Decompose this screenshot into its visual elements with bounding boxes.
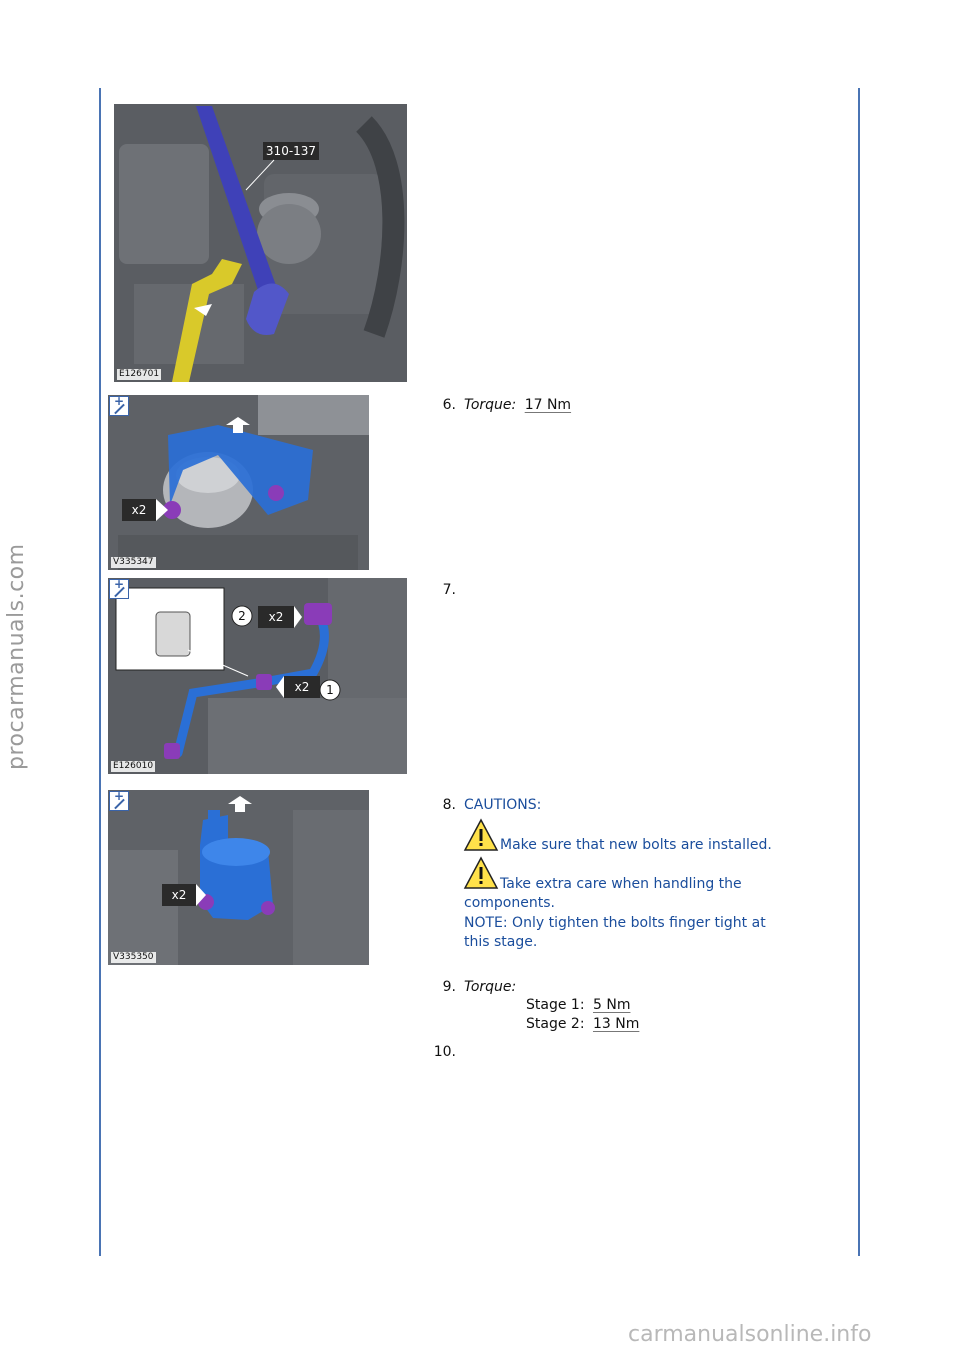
stage-2-label: Stage 2:	[526, 1016, 585, 1032]
note-line-1: NOTE: Only tighten the bolts finger tight at	[464, 915, 766, 931]
zoom-icon[interactable]	[109, 791, 129, 811]
engine-illustration-pump	[108, 790, 369, 965]
quantity-callout-label: x2	[131, 503, 147, 517]
stage-1-label: Stage 1:	[526, 997, 585, 1013]
right-margin-rule	[858, 88, 860, 1256]
note-line-2: this stage.	[464, 934, 538, 950]
caution-2-line-1: Take extra care when handling the	[500, 876, 742, 892]
stage-2-value[interactable]: 13 Nm	[592, 1016, 640, 1032]
figure-e126010[interactable]	[108, 578, 407, 774]
quantity-callout-label-b: x2	[294, 680, 310, 694]
step-6-number: 6.	[442, 397, 456, 413]
step-10-number: 10.	[433, 1044, 456, 1060]
left-margin-rule	[99, 88, 101, 1256]
step-7-number: 7.	[442, 582, 456, 598]
warning-icon	[463, 818, 499, 852]
figure-v335350[interactable]	[108, 790, 369, 965]
zoom-icon[interactable]	[109, 396, 129, 416]
figure-code: E126010	[113, 761, 154, 771]
engine-illustration-wrench	[114, 104, 407, 382]
cautions-label: CAUTIONS:	[464, 797, 542, 813]
torque-value[interactable]: 17 Nm	[524, 397, 572, 413]
torque-label: Torque:	[464, 979, 517, 995]
sequence-number-2: 2	[238, 609, 246, 623]
side-watermark: procarmanuals.com	[4, 543, 29, 770]
step-9-number: 9.	[442, 979, 456, 995]
caution-1-text: Make sure that new bolts are installed.	[500, 837, 772, 853]
tool-callout-label: 310-137	[265, 144, 317, 158]
quantity-callout-label-a: x2	[268, 610, 284, 624]
warning-icon	[463, 856, 499, 890]
step-8-number: 8.	[442, 797, 456, 813]
engine-illustration-bracket	[108, 395, 369, 570]
quantity-callout-label: x2	[171, 888, 187, 902]
sequence-number-1: 1	[326, 683, 334, 697]
figure-e126701	[114, 104, 407, 382]
torque-label: Torque:	[464, 397, 517, 413]
torque-stage-1	[526, 996, 630, 1015]
zoom-icon[interactable]	[109, 579, 129, 599]
torque-stage-2	[526, 1015, 639, 1034]
bottom-watermark: carmanualsonline.info	[628, 1322, 872, 1347]
figure-code: V335347	[113, 557, 154, 567]
caution-2-line-2: components.	[464, 895, 555, 911]
step-6-text	[464, 396, 571, 415]
stage-1-value[interactable]: 5 Nm	[592, 997, 631, 1013]
figure-v335347[interactable]	[108, 395, 369, 570]
figure-code: E126701	[119, 369, 160, 379]
figure-code: V335350	[113, 952, 154, 962]
